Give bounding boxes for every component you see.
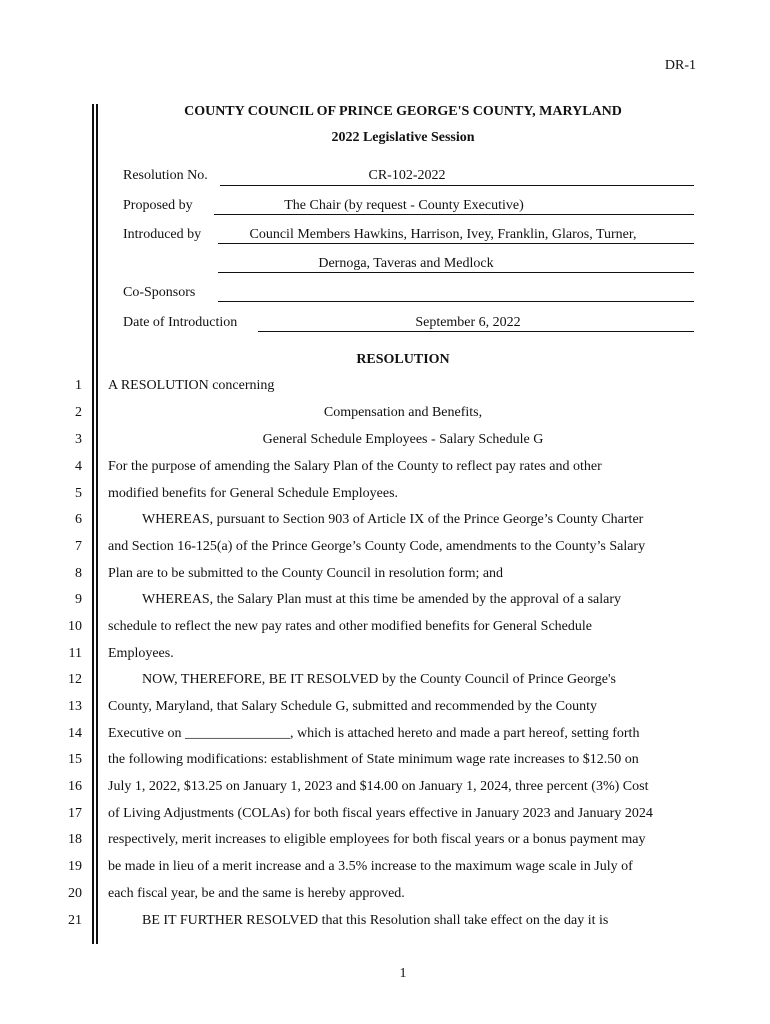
line-number: 11 bbox=[68, 646, 82, 661]
body-line: WHEREAS, the Salary Plan must at this time be amended by the approval of a salary bbox=[142, 592, 621, 607]
margin-rule-left bbox=[92, 104, 94, 944]
line-number: 21 bbox=[68, 913, 82, 928]
resolution-heading: RESOLUTION bbox=[356, 352, 450, 367]
line-number: 16 bbox=[68, 779, 82, 794]
line-number: 17 bbox=[68, 806, 82, 821]
proposed-underline bbox=[214, 214, 694, 215]
cosponsors-label: Co-Sponsors bbox=[123, 285, 196, 300]
body-line: WHEREAS, pursuant to Section 903 of Article IX of the Prince George’s County Charter bbox=[142, 512, 644, 527]
body-line: NOW, THEREFORE, BE IT RESOLVED by the County Council of Prince George's bbox=[142, 672, 616, 687]
body-line: General Schedule Employees - Salary Schedule G bbox=[262, 432, 544, 447]
body-line: modified benefits for General Schedule Employees. bbox=[108, 486, 399, 501]
body-line: respectively, merit increases to eligible employees for both fiscal years or a bonus payment may bbox=[108, 832, 646, 847]
proposed-value: The Chair (by request - County Executive) bbox=[284, 198, 524, 213]
line-number: 6 bbox=[75, 512, 82, 527]
line-number: 12 bbox=[68, 672, 82, 687]
line-number: 1 bbox=[75, 378, 82, 393]
body-line: County, Maryland, that Salary Schedule G, submitted and recommended by the County bbox=[108, 699, 597, 714]
page-number: 1 bbox=[399, 966, 407, 981]
line-number: 14 bbox=[68, 726, 82, 741]
line-number: 15 bbox=[68, 752, 82, 767]
date-value: September 6, 2022 bbox=[415, 315, 521, 330]
line-number: 7 bbox=[75, 539, 82, 554]
line-number: 18 bbox=[68, 832, 82, 847]
body-line: the following modifications: establishment of State minimum wage rate increases to $12.50 on bbox=[108, 752, 639, 767]
body-line: be made in lieu of a merit increase and a 3.5% increase to the maximum wage scale in July of bbox=[108, 859, 633, 874]
document-id: DR-1 bbox=[664, 58, 696, 73]
body-line: For the purpose of amending the Salary Plan of the County to reflect pay rates and other bbox=[108, 459, 602, 474]
line-number: 9 bbox=[75, 592, 82, 607]
line-number: 19 bbox=[68, 859, 82, 874]
introduced-value-1: Council Members Hawkins, Harrison, Ivey, Franklin, Glaros, Turner, bbox=[249, 227, 637, 242]
proposed-label: Proposed by bbox=[123, 198, 193, 213]
introduced-underline-1 bbox=[218, 243, 694, 244]
line-number: 5 bbox=[75, 486, 82, 501]
body-line: each fiscal year, be and the same is hereby approved. bbox=[108, 886, 405, 901]
resolution-number: CR-102-2022 bbox=[368, 168, 446, 183]
date-label: Date of Introduction bbox=[123, 315, 238, 330]
body-line: BE IT FURTHER RESOLVED that this Resolution shall take effect on the day it is bbox=[142, 913, 609, 928]
resolution-underline bbox=[220, 185, 694, 186]
line-number: 8 bbox=[75, 566, 82, 581]
date-underline bbox=[258, 331, 694, 332]
line-number: 10 bbox=[68, 619, 82, 634]
body-line: Executive on _______________, which is attached hereto and made a part hereof, setting forth bbox=[108, 726, 640, 741]
cosponsors-underline bbox=[218, 301, 694, 302]
line-number: 4 bbox=[75, 459, 82, 474]
line-number: 13 bbox=[68, 699, 82, 714]
body-line: and Section 16-125(a) of the Prince George’s County Code, amendments to the County’s Salary bbox=[108, 539, 646, 554]
line-number: 3 bbox=[75, 432, 82, 447]
introduced-value-2: Dernoga, Taveras and Medlock bbox=[318, 256, 494, 271]
body-line: A RESOLUTION concerning bbox=[108, 378, 275, 393]
introduced-underline-2 bbox=[218, 272, 694, 273]
resolution-label: Resolution No. bbox=[123, 168, 208, 183]
body-line: schedule to reflect the new pay rates and other modified benefits for General Schedule bbox=[108, 619, 592, 634]
body-line: Employees. bbox=[108, 646, 174, 661]
body-line: Plan are to be submitted to the County Council in resolution form; and bbox=[108, 566, 504, 581]
council-title: COUNTY COUNCIL OF PRINCE GEORGE'S COUNTY, MARYLAND bbox=[184, 104, 622, 119]
introduced-label: Introduced by bbox=[123, 227, 202, 242]
line-number: 2 bbox=[75, 405, 82, 420]
body-line: of Living Adjustments (COLAs) for both fiscal years effective in January 2023 and January 2024 bbox=[108, 806, 653, 821]
margin-rule-right bbox=[96, 104, 98, 944]
body-line: July 1, 2022, $13.25 on January 1, 2023 and $14.00 on January 1, 2024, three percent (3%) Cost bbox=[108, 779, 649, 794]
session-title: 2022 Legislative Session bbox=[331, 130, 475, 145]
line-number: 20 bbox=[68, 886, 82, 901]
body-line: Compensation and Benefits, bbox=[323, 405, 483, 420]
